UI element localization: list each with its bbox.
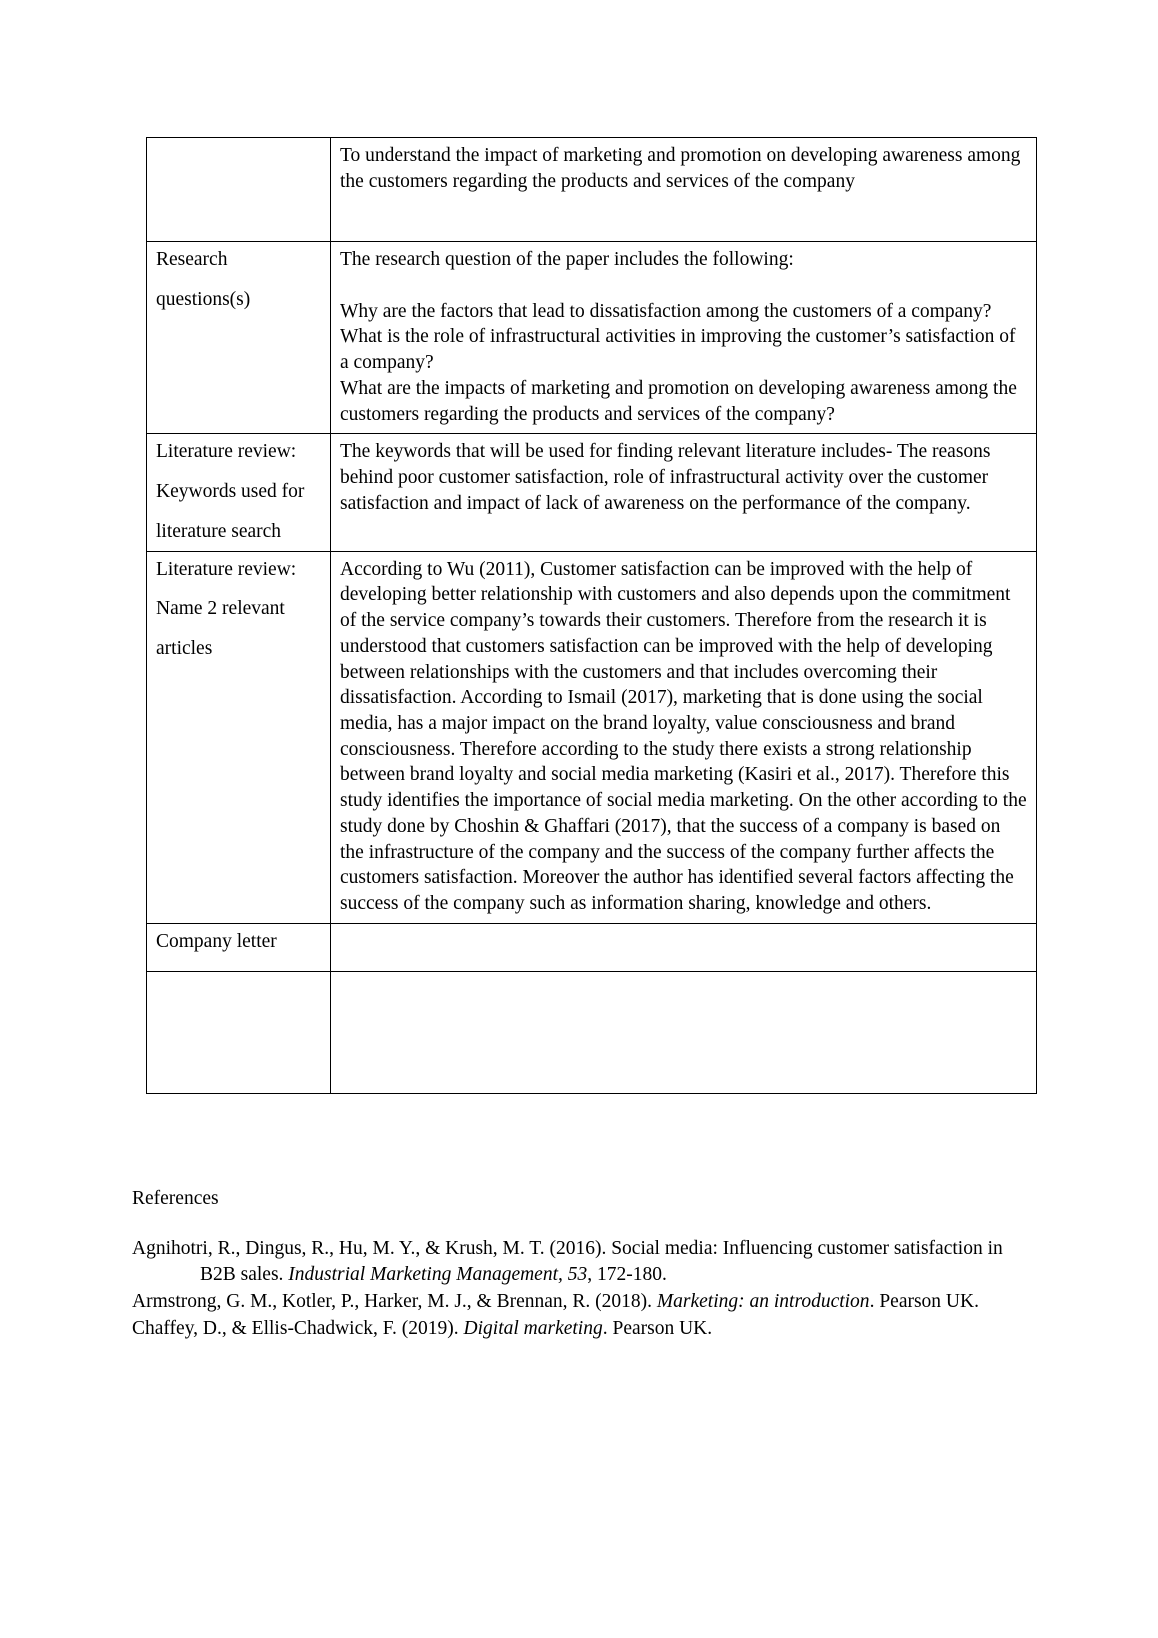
row-label-literature-articles — [147, 551, 331, 923]
table-body — [147, 138, 1037, 1094]
label-line: Keywords used for — [156, 481, 305, 503]
table-row — [147, 138, 1037, 242]
row-label-company-letter — [147, 923, 331, 971]
references-heading: References — [132, 1188, 219, 1209]
row-body-research-questions — [331, 242, 1037, 434]
row-body-literature-articles — [331, 551, 1037, 923]
row-label-objective — [147, 138, 331, 242]
label-line: literature search — [156, 520, 282, 542]
row-body-literature-keywords — [331, 434, 1037, 551]
label-line: articles — [156, 638, 213, 660]
label-line: questions(s) — [156, 288, 251, 310]
row-label-literature-keywords — [147, 434, 331, 551]
reference-entry — [132, 1316, 1012, 1342]
paragraph: What are the impacts of marketing and promotion on developing awareness among the customers regarding the products and services of the company? — [340, 377, 1017, 425]
table-row — [147, 971, 1037, 1093]
reference-text: Agnihotri, R., Dingus, R., Hu, M. Y., & Krush, M. T. (2016). Social media: Influencing customer satisfaction in B2B sales. — [132, 1238, 1003, 1285]
row-label-research-questions — [147, 242, 331, 434]
paragraph: The keywords that will be used for finding relevant literature includes- The reasons behind poor customer satisfaction, role of infrastructural activity over the customer satisfaction and impact of lack of awareness on the performance of the company. — [340, 441, 991, 514]
reference-italic: Industrial Marketing Management, 53 — [288, 1263, 588, 1285]
paragraph: Why are the factors that lead to dissatisfaction among the customers of a company? — [340, 300, 992, 322]
table-row — [147, 242, 1037, 434]
row-label-blank — [147, 971, 331, 1093]
reference-suffix: . Pearson UK. — [602, 1317, 713, 1339]
paragraph: What is the role of infrastructural activities in improving the customer’s satisfaction of a company? — [340, 326, 1016, 374]
reference-entry — [132, 1289, 1012, 1315]
table-row — [147, 551, 1037, 923]
references-list — [132, 1236, 1012, 1343]
row-body-company-letter — [331, 923, 1037, 971]
reference-italic: Marketing: an introduction — [656, 1290, 870, 1312]
reference-entry — [132, 1236, 1012, 1288]
reference-suffix: , 172-180. — [587, 1263, 667, 1285]
reference-text: Chaffey, D., & Ellis-Chadwick, F. (2019). — [132, 1317, 464, 1339]
label-line: Company letter — [156, 930, 277, 952]
label-line: Literature review: — [156, 558, 297, 580]
label-line: Name 2 relevant — [156, 598, 285, 620]
row-body-objective — [331, 138, 1037, 242]
table-row — [147, 923, 1037, 971]
research-summary-table — [146, 137, 1037, 1094]
reference-italic: Digital marketing — [463, 1317, 603, 1339]
paragraph: To understand the impact of marketing and promotion on developing awareness among the customers regarding the products and services of the company — [340, 145, 1021, 192]
paragraph: The research question of the paper includes the following: — [340, 249, 794, 270]
reference-text: Armstrong, G. M., Kotler, P., Harker, M. J., & Brennan, R. (2018). — [132, 1290, 657, 1312]
table-row — [147, 434, 1037, 551]
label-line: Research — [156, 249, 228, 270]
paragraph: According to Wu (2011), Customer satisfaction can be improved with the help of developing better relationship with customers and also depends upon the commitment of the service company’s towards their customers. Therefore from the research it is understood that customers satisfaction can be improved with the help of developing between relationships with the customers and that includes overcoming their dissatisfaction. According to Ismail (2017), marketing that is done using the social media, has a major impact on the brand loyalty, value consciousness and brand consciousness. Therefore according to the study there exists a strong relationship between brand loyalty and social media marketing (Kasiri et al., 2017). Therefore this study identifies the importance of social media marketing. On the other according to the study done by Choshin & Ghaffari (2017), that the success of a company is based on the infrastructure of the company and the success of the company further affects the customers satisfaction. Moreover the author has identified several factors affecting the success of the company such as information sharing, knowledge and others. — [340, 558, 1027, 915]
reference-suffix: . Pearson UK. — [869, 1290, 979, 1312]
label-line: Literature review: — [156, 441, 297, 463]
row-body-blank — [331, 971, 1037, 1093]
